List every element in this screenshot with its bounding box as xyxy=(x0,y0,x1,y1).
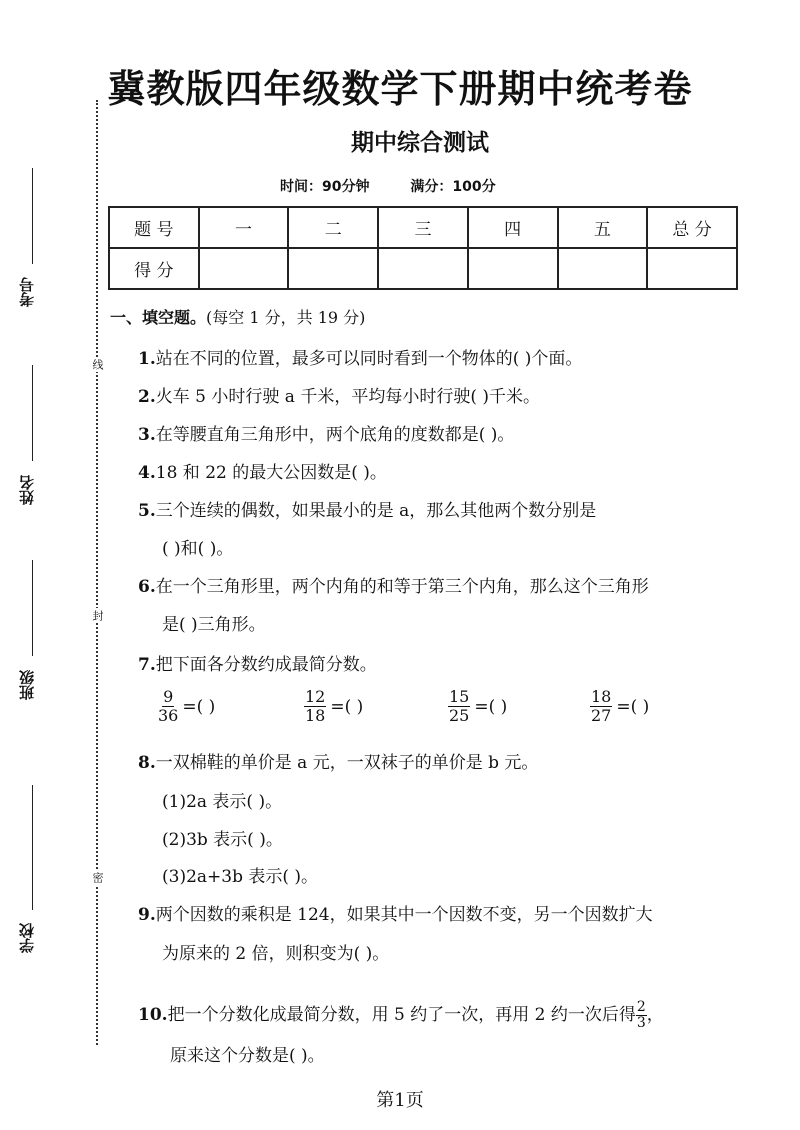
question-text: 把一个分数化成最简分数，用 5 约了一次，再用 2 约一次后得 xyxy=(167,1005,636,1025)
binding-word-feng: 封 xyxy=(91,610,104,621)
score-cell-total: 总 分 xyxy=(647,207,737,248)
fraction xyxy=(590,688,612,725)
question-number: 4. xyxy=(138,463,156,483)
fraction xyxy=(636,1000,647,1031)
question-8-sub-1: (1)2a 表示( )。 xyxy=(162,792,283,812)
score-input-4[interactable] xyxy=(468,248,558,289)
side-field-school-line xyxy=(32,785,33,910)
fraction-item xyxy=(590,688,649,725)
question-text: 一双棉鞋的单价是 a 元，一双袜子的单价是 b 元。 xyxy=(155,753,539,773)
score-cell-label: 题 号 xyxy=(109,207,199,248)
question-text: 把下面各分数约成最简分数。 xyxy=(155,655,377,675)
question-number: 7. xyxy=(138,655,156,675)
fraction xyxy=(448,688,470,725)
side-label-name: 姓名 xyxy=(18,475,36,505)
score-input-5[interactable] xyxy=(558,248,648,289)
question-text: 18 和 22 的最大公因数是( )。 xyxy=(155,463,387,483)
fraction-answer-blank: =( ) xyxy=(616,696,650,717)
question-number: 10. xyxy=(138,1005,168,1025)
question-6-line-2: 是( )三角形。 xyxy=(162,615,266,635)
side-label-class: 班级 xyxy=(18,670,36,700)
question-10-line-2: 原来这个分数是( )。 xyxy=(170,1046,325,1066)
fraction-denominator: 18 xyxy=(305,706,326,725)
question-number: 6. xyxy=(138,577,156,597)
question-10 xyxy=(138,1000,664,1031)
question-text: 站在不同的位置，最多可以同时看到一个物体的( )个面。 xyxy=(155,349,583,369)
question-number: 2. xyxy=(138,387,156,407)
side-field-class-line xyxy=(32,560,33,656)
question-text: 在等腰直角三角形中，两个底角的度数都是( )。 xyxy=(155,425,515,445)
question-8-sub-2: (2)3b 表示( )。 xyxy=(162,830,283,850)
fraction-item xyxy=(304,688,363,725)
question-number: 1. xyxy=(138,349,156,369)
question-number: 8. xyxy=(138,753,156,773)
fraction-denominator: 3 xyxy=(636,1015,646,1031)
question-7 xyxy=(138,650,377,675)
question-2 xyxy=(138,382,540,407)
section-1-heading xyxy=(110,305,365,328)
fraction xyxy=(304,688,326,725)
score-input-3[interactable] xyxy=(378,248,468,289)
question-8 xyxy=(138,748,538,773)
fraction-item xyxy=(448,688,507,725)
question-text: 火车 5 小时行驶 a 千米，平均每小时行驶( )千米。 xyxy=(155,387,540,407)
fraction-numerator: 18 xyxy=(591,687,612,706)
score-table-score-row xyxy=(109,248,737,289)
question-5-line-2: ( )和( )。 xyxy=(162,539,234,559)
question-1 xyxy=(138,344,582,369)
question-6 xyxy=(138,572,649,597)
fraction-row xyxy=(158,688,718,732)
score-input-total[interactable] xyxy=(647,248,737,289)
exam-meta xyxy=(280,176,580,196)
exam-time: 时间：90分钟 xyxy=(280,179,370,195)
page-subtitle: 期中综合测试 xyxy=(351,130,489,156)
score-cell-4: 四 xyxy=(468,207,558,248)
side-field-exam-number-line xyxy=(32,168,33,264)
fraction xyxy=(158,688,178,725)
fraction-numerator: 12 xyxy=(305,687,326,706)
score-table-header-row xyxy=(109,207,737,248)
fraction-item xyxy=(158,688,215,725)
fraction-answer-blank: =( ) xyxy=(330,696,364,717)
score-cell-5: 五 xyxy=(558,207,648,248)
section-1-note: (每空 1 分，共 19 分) xyxy=(206,308,366,327)
score-input-1[interactable] xyxy=(199,248,289,289)
question-3 xyxy=(138,420,514,445)
score-cell-1: 一 xyxy=(199,207,289,248)
fraction-numerator: 15 xyxy=(449,687,470,706)
question-9 xyxy=(138,900,653,925)
page-title: 冀教版四年级数学下册期中统考卷 xyxy=(107,67,693,111)
score-table xyxy=(108,206,738,290)
side-field-name-line xyxy=(32,365,33,461)
fraction-answer-blank: =( ) xyxy=(474,696,508,717)
question-text: 两个因数的乘积是 124，如果其中一个因数不变，另一个因数扩大 xyxy=(155,905,653,925)
question-number: 5. xyxy=(138,501,156,521)
score-input-2[interactable] xyxy=(288,248,378,289)
section-1-title: 一、填空题。 xyxy=(110,308,207,327)
fraction-numerator: 2 xyxy=(636,999,646,1015)
question-9-line-2: 为原来的 2 倍，则积变为( )。 xyxy=(162,944,390,964)
binding-dotted-line xyxy=(96,100,98,1045)
score-cell-2: 二 xyxy=(288,207,378,248)
question-text: 三个连续的偶数，如果最小的是 a，那么其他两个数分别是 xyxy=(155,501,597,521)
fraction-numerator: 9 xyxy=(163,687,174,706)
score-cell-3: 三 xyxy=(378,207,468,248)
exam-full-score: 满分：100分 xyxy=(410,179,496,195)
question-4 xyxy=(138,458,387,483)
question-5 xyxy=(138,496,596,521)
fraction-denominator: 25 xyxy=(449,706,470,725)
side-label-school: 学校 xyxy=(18,923,36,953)
score-row-label: 得 分 xyxy=(109,248,199,289)
question-8-sub-3: (3)2a+3b 表示( )。 xyxy=(162,867,319,887)
fraction-answer-blank: =( ) xyxy=(182,696,216,717)
binding-word-xian: 线 xyxy=(91,359,104,370)
question-10-comma: ， xyxy=(646,1005,664,1025)
fraction-denominator: 27 xyxy=(591,706,612,725)
page-number: 第1页 xyxy=(376,1090,424,1111)
question-number: 3. xyxy=(138,425,156,445)
fraction-denominator: 36 xyxy=(158,706,179,725)
binding-word-mi: 密 xyxy=(91,872,104,883)
question-number: 9. xyxy=(138,905,156,925)
question-text: 在一个三角形里，两个内角的和等于第三个内角，那么这个三角形 xyxy=(155,577,649,597)
side-label-exam-number: 考号 xyxy=(18,277,36,307)
